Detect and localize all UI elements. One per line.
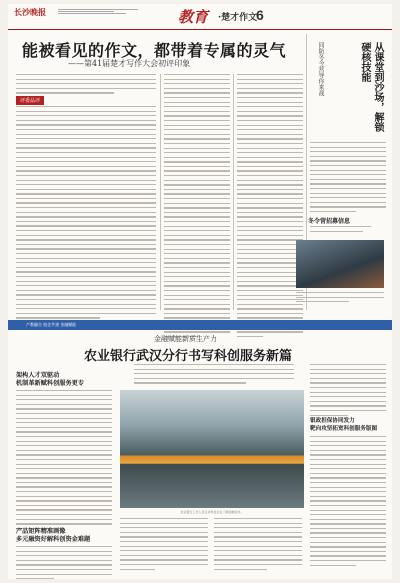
- center-bottom-text: [120, 518, 208, 573]
- column-divider: [233, 74, 234, 310]
- feature-col-1: [16, 106, 156, 322]
- right-col-text-top: [310, 364, 386, 419]
- bottom-lead: [134, 364, 294, 387]
- side-head: 冬令营招募信息: [308, 218, 351, 225]
- feature-subtitle: ——第41届楚才写作大会初评印象: [68, 59, 191, 68]
- right-head-b: 靶向攻坚拓宽科创服务版图: [310, 426, 378, 432]
- left-head-2b: 多元融资好解科创资金难题: [16, 536, 91, 543]
- newspaper-page: [8, 4, 392, 579]
- left-head-1: 架构人才双驱动: [16, 372, 60, 379]
- side-caption: [296, 292, 384, 306]
- right-col-text: [310, 436, 386, 569]
- review-tag: 评委品评: [16, 96, 44, 105]
- section-logo: 教育: [178, 8, 209, 26]
- left-head-2: 产品矩阵精准画像: [16, 528, 66, 535]
- bottom-title: 农业银行武汉分行书写科创服务新篇: [84, 349, 293, 364]
- left-head-1b: 机制革新赋科创服务更专: [16, 380, 85, 387]
- page-number: 6: [256, 7, 264, 23]
- bottom-kicker: 金融赋能新质生产力: [154, 335, 217, 343]
- left-col-text-2: [16, 546, 112, 583]
- feature-col-2: [164, 74, 230, 340]
- left-col-text-1: [16, 390, 112, 532]
- feature-col-3: [237, 74, 303, 340]
- band-text: 产教融合 校企共建 金融赋能: [26, 322, 77, 327]
- paper-name: 长沙晚报: [14, 7, 46, 17]
- side-photo: [296, 240, 384, 288]
- side-title: 从课堂到沙场，解锁硬核技能: [359, 42, 383, 132]
- photo-caption: 农业银行工作人员走访科技企业了解金融需求。: [180, 510, 244, 514]
- side-subtitle: 同防冬今营导你来战: [317, 42, 324, 96]
- side-info: [310, 226, 386, 235]
- masthead: [8, 4, 392, 30]
- section-name: ·楚才作文: [218, 13, 258, 23]
- center-bottom-text-2: [214, 518, 302, 573]
- feature-intro-text: [16, 74, 156, 97]
- factory-photo: [120, 390, 304, 508]
- date-line: [58, 8, 138, 15]
- column-divider: [160, 74, 161, 310]
- right-head: 银政担保协同发力: [310, 418, 355, 424]
- side-text: [310, 142, 386, 216]
- feature-title: 能被看见的作文，都带着专属的灵气: [22, 41, 287, 60]
